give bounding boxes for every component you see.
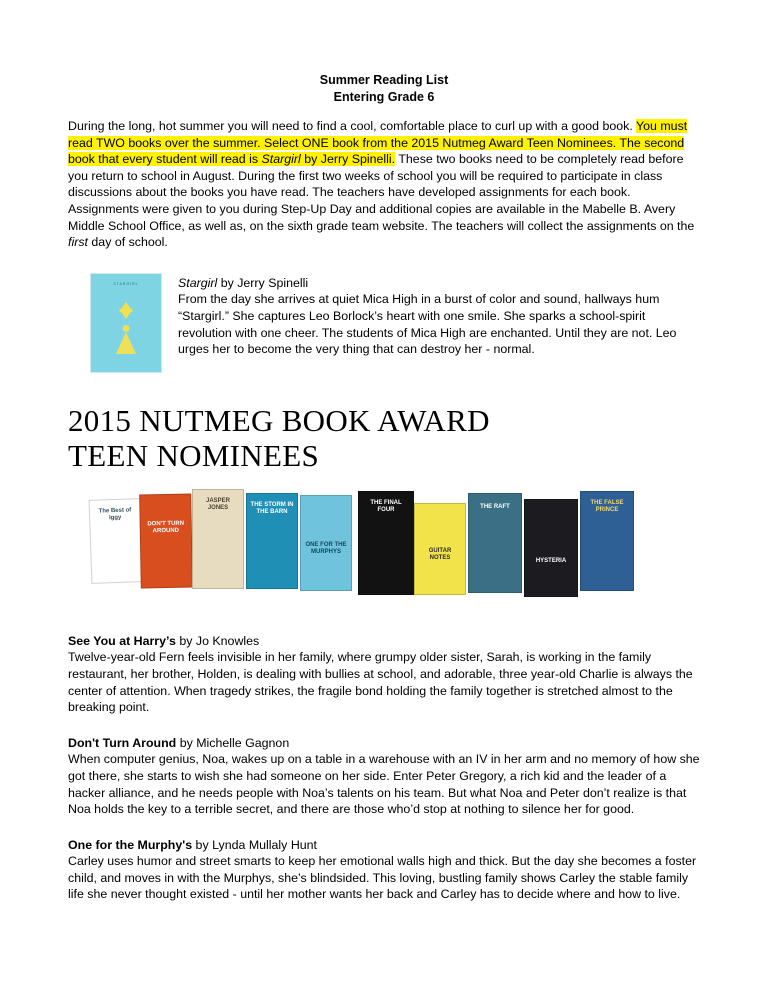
book-cover-title: HYSTERIA — [535, 557, 567, 564]
intro-highlight-italic: Stargirl — [261, 152, 301, 167]
book-cover-title: THE STORM IN THE BARN — [250, 501, 294, 515]
book-entry-byline: by Lynda Mullaly Hunt — [192, 837, 317, 852]
intro-part-1: During the long, hot summer you will need to find a cool, comfortable place to curl up with a good book. — [68, 119, 636, 133]
book-entry-description: When computer genius, Noa, wakes up on a table in a warehouse with an IV in her arm and no memory of how she got there, she starts to wish she had someone on her side. Enter Peter Gregory, a rich kid and the leader of a hacker alliance, and he needs people with Noa’s talents on his team. But what Noa and Peter don’t realize is that Noa holds the key to a terrible secret, and there are those who’d stop at nothing to silence her for good. — [68, 752, 700, 817]
intro-highlight-2: by Jerry Spinelli. — [300, 152, 396, 167]
award-heading-line-1: 2015 NUTMEG BOOK AWARD — [68, 402, 490, 438]
stargirl-block — [68, 273, 700, 373]
intro-part-2: These two books need to be completely read before you return to school in August. During the first two weeks of school you will be required to participate in class discussions about the books you have read. The teachers have developed assignments for each book. Assignments were given to you during Step-Up Day and additional copies are available in the Mabelle B. Avery Middle School Office, as well as, on the sixth grade team website. The teachers will collect the assignments on the — [68, 152, 695, 233]
figure-head-icon — [123, 325, 130, 332]
award-heading-line-2: TEEN NOMINEES — [68, 437, 320, 473]
book-entry-description: Twelve-year-old Fern feels invisible in her family, where grumpy older sister, Sarah, is working in the family restaurant, her brother, Holden, is dealing with bullies at school, and adorable, three year-old Charlie is always the center of attention. When tragedy strikes, the fragile bond holding the family together is stretched almost to the breaking point. — [68, 650, 693, 715]
book-entry — [68, 735, 700, 818]
stargirl-description-block — [178, 273, 700, 358]
title-line-2: Entering Grade 6 — [333, 89, 435, 104]
book-cover-title: THE FALSE PRINCE — [590, 499, 624, 513]
intro-paragraph — [68, 118, 700, 251]
book-entry-title: See You at Harry’s — [68, 633, 176, 648]
stargirl-cover-label: STARGIRL — [113, 281, 139, 286]
book-cover — [192, 489, 244, 589]
title-line-1: Summer Reading List — [319, 73, 449, 87]
book-entry — [68, 633, 700, 716]
intro-highlight-1: You must read TWO books over the summer. Select ONE book from the 2015 Nutmeg Award Teen Nominees. The second book that every student will read is — [68, 119, 688, 167]
book-cover-title: THE RAFT — [480, 503, 510, 510]
award-heading — [68, 403, 700, 473]
book-cover-title: DON'T TURN AROUND — [147, 520, 185, 534]
book-cover — [580, 491, 634, 591]
book-cover-title: JASPER JONES — [205, 497, 230, 511]
nominee-covers-strip — [90, 489, 700, 614]
intro-part-3: day of school. — [87, 235, 168, 250]
book-entry — [68, 837, 700, 903]
stargirl-cover-image — [90, 273, 162, 373]
intro-first-italic: first — [68, 235, 88, 250]
book-entry-title: One for the Murphy's — [68, 837, 193, 852]
stargirl-description: From the day she arrives at quiet Mica High in a burst of color and sound, hallways hum “Stargirl.” She captures Leo Borlock’s heart with one smile. She sparks a school-spirit revolution with one cheer. The students of Mica High are enchanted. Until they are not. Leo urges her to become the very thing that can destroy her - normal. — [178, 292, 677, 357]
book-cover-title: The Best of Iggy — [98, 507, 132, 521]
book-entry-description: Carley uses humor and street smarts to keep her emotional walls high and thick. But the day she becomes a foster child, and moves in with the Murphys, she’s blindsided. This loving, bustling family shows Carley the stable family life she never thought existed - until her mother wants her back and Carley has to decide where and how to live. — [68, 854, 697, 902]
book-cover — [139, 493, 193, 588]
book-entry-byline: by Jo Knowles — [175, 633, 260, 648]
book-cover — [468, 493, 522, 593]
book-cover — [524, 499, 578, 597]
page-title — [68, 72, 700, 105]
document-content — [68, 72, 700, 903]
book-cover-title: THE FINAL FOUR — [370, 499, 402, 513]
book-cover — [300, 495, 352, 591]
star-icon-overlay — [119, 309, 133, 319]
book-cover — [414, 503, 466, 595]
book-cover — [358, 491, 414, 595]
book-entry-title: Don't Turn Around — [68, 735, 177, 750]
book-cover — [89, 498, 144, 584]
book-entry-byline: by Michelle Gagnon — [176, 735, 290, 750]
book-cover-title: ONE FOR THE MURPHYS — [305, 541, 347, 555]
book-cover — [246, 493, 298, 589]
figure-body-icon — [116, 332, 136, 354]
stargirl-byline: by Jerry Spinelli — [217, 275, 309, 290]
book-cover-title: GUITAR NOTES — [428, 547, 452, 561]
stargirl-title: Stargirl — [178, 275, 218, 290]
